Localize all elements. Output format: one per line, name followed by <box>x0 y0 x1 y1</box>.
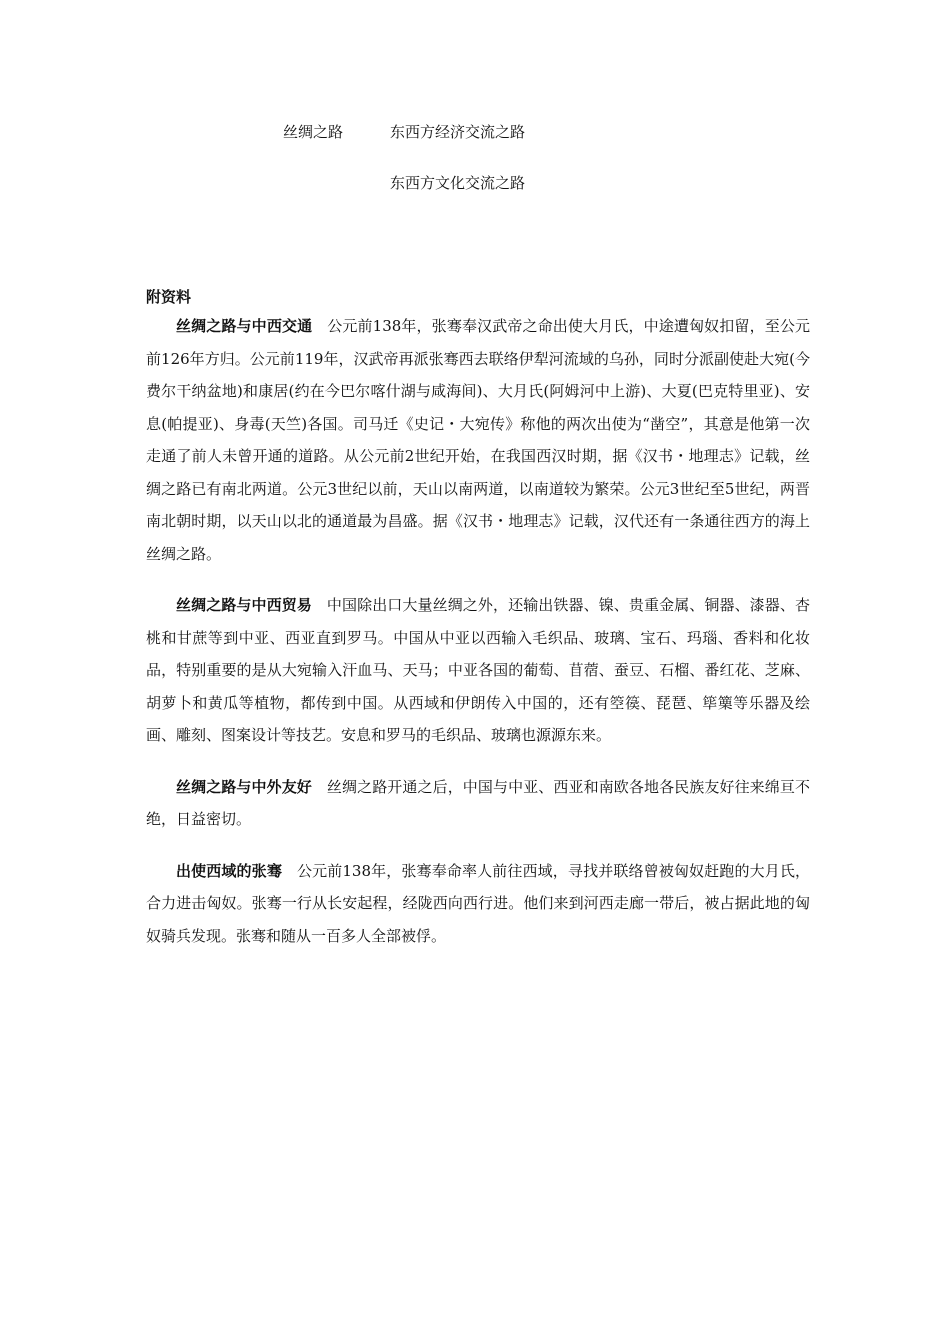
section-silk-road-friendship <box>146 771 810 836</box>
outline-branch-cultural: 东西方文化交流之路 <box>390 174 526 192</box>
section-body: 公元前138年，张骞奉命率人前往西域，寻找并联络曾被匈奴赶跑的大月氏，合力进击匈奴。张骞一行从长安起程，经陇西向西行进。他们来到河西走廊一带后，被占据此地的匈奴骑兵发现。张骞和随从一百多人全部被俘。 <box>146 861 810 945</box>
section-title: 出使西域的张骞 <box>176 861 282 880</box>
appendix-heading: 附资料 <box>146 288 192 306</box>
outline-branch-economic: 东西方经济交流之路 <box>390 123 526 141</box>
section-title: 丝绸之路与中西交通 <box>176 317 313 335</box>
section-zhang-qian <box>146 855 810 953</box>
section-title: 丝绸之路与中西贸易 <box>176 596 312 614</box>
outline-root-label: 丝绸之路 <box>283 123 344 141</box>
section-silk-road-transport <box>146 310 810 570</box>
section-title: 丝绸之路与中外友好 <box>176 777 312 796</box>
section-body: 丝绸之路开通之后，中国与中亚、西亚和南欧各地各民族友好往来绵亘不绝，日益密切。 <box>146 777 810 828</box>
section-silk-road-trade <box>146 589 810 752</box>
appendix-section <box>146 286 810 952</box>
section-body: 中国除出口大量丝绸之外，还输出铁器、镍、贵重金属、铜器、漆器、杏桃和甘蔗等到中亚、西亚直到罗马。中国从中亚以西输入毛织品、玻璃、宝石、玛瑙、香料和化妆品，特别重要的是从大宛输入汗血马、天马；中亚各国的葡萄、苜蓿、蚕豆、石榴、番红花、芝麻、胡萝卜和黄瓜等植物，都传到中国。从西域和伊朗传入中国的，还有箜篌、琵琶、筚篥等乐器及绘画、雕刻、图案设计等技艺。安息和罗马的毛织品、玻璃也源源东来。 <box>146 596 810 744</box>
section-body: 公元前138年，张骞奉汉武帝之命出使大月氏，中途遭匈奴扣留，至公元前126年方归。公元前119年，汉武帝再派张骞西去联络伊犁河流域的乌孙，同时分派副使赴大宛(今费尔干纳盆地)和康居(约在今巴尔喀什湖与咸海间)、大月氏(阿姆河中上游)、大夏(巴克特里亚)、安息(帕提亚)、身毒(天竺)各国。司马迁《史记・大宛传》称他的两次出使为“凿空”，其意是他第一次走通了前人未曾开通的道路。从公元前2世纪开始，在我国西汉时期，据《汉书・地理志》记载，丝绸之路已有南北两道。公元3世纪以前，天山以南两道，以南道较为繁荣。公元3世纪至5世纪，两晋南北朝时期，以天山以北的通道最为昌盛。据《汉书・地理志》记载，汉代还有一条通往西方的海上丝绸之路。 <box>146 317 810 563</box>
